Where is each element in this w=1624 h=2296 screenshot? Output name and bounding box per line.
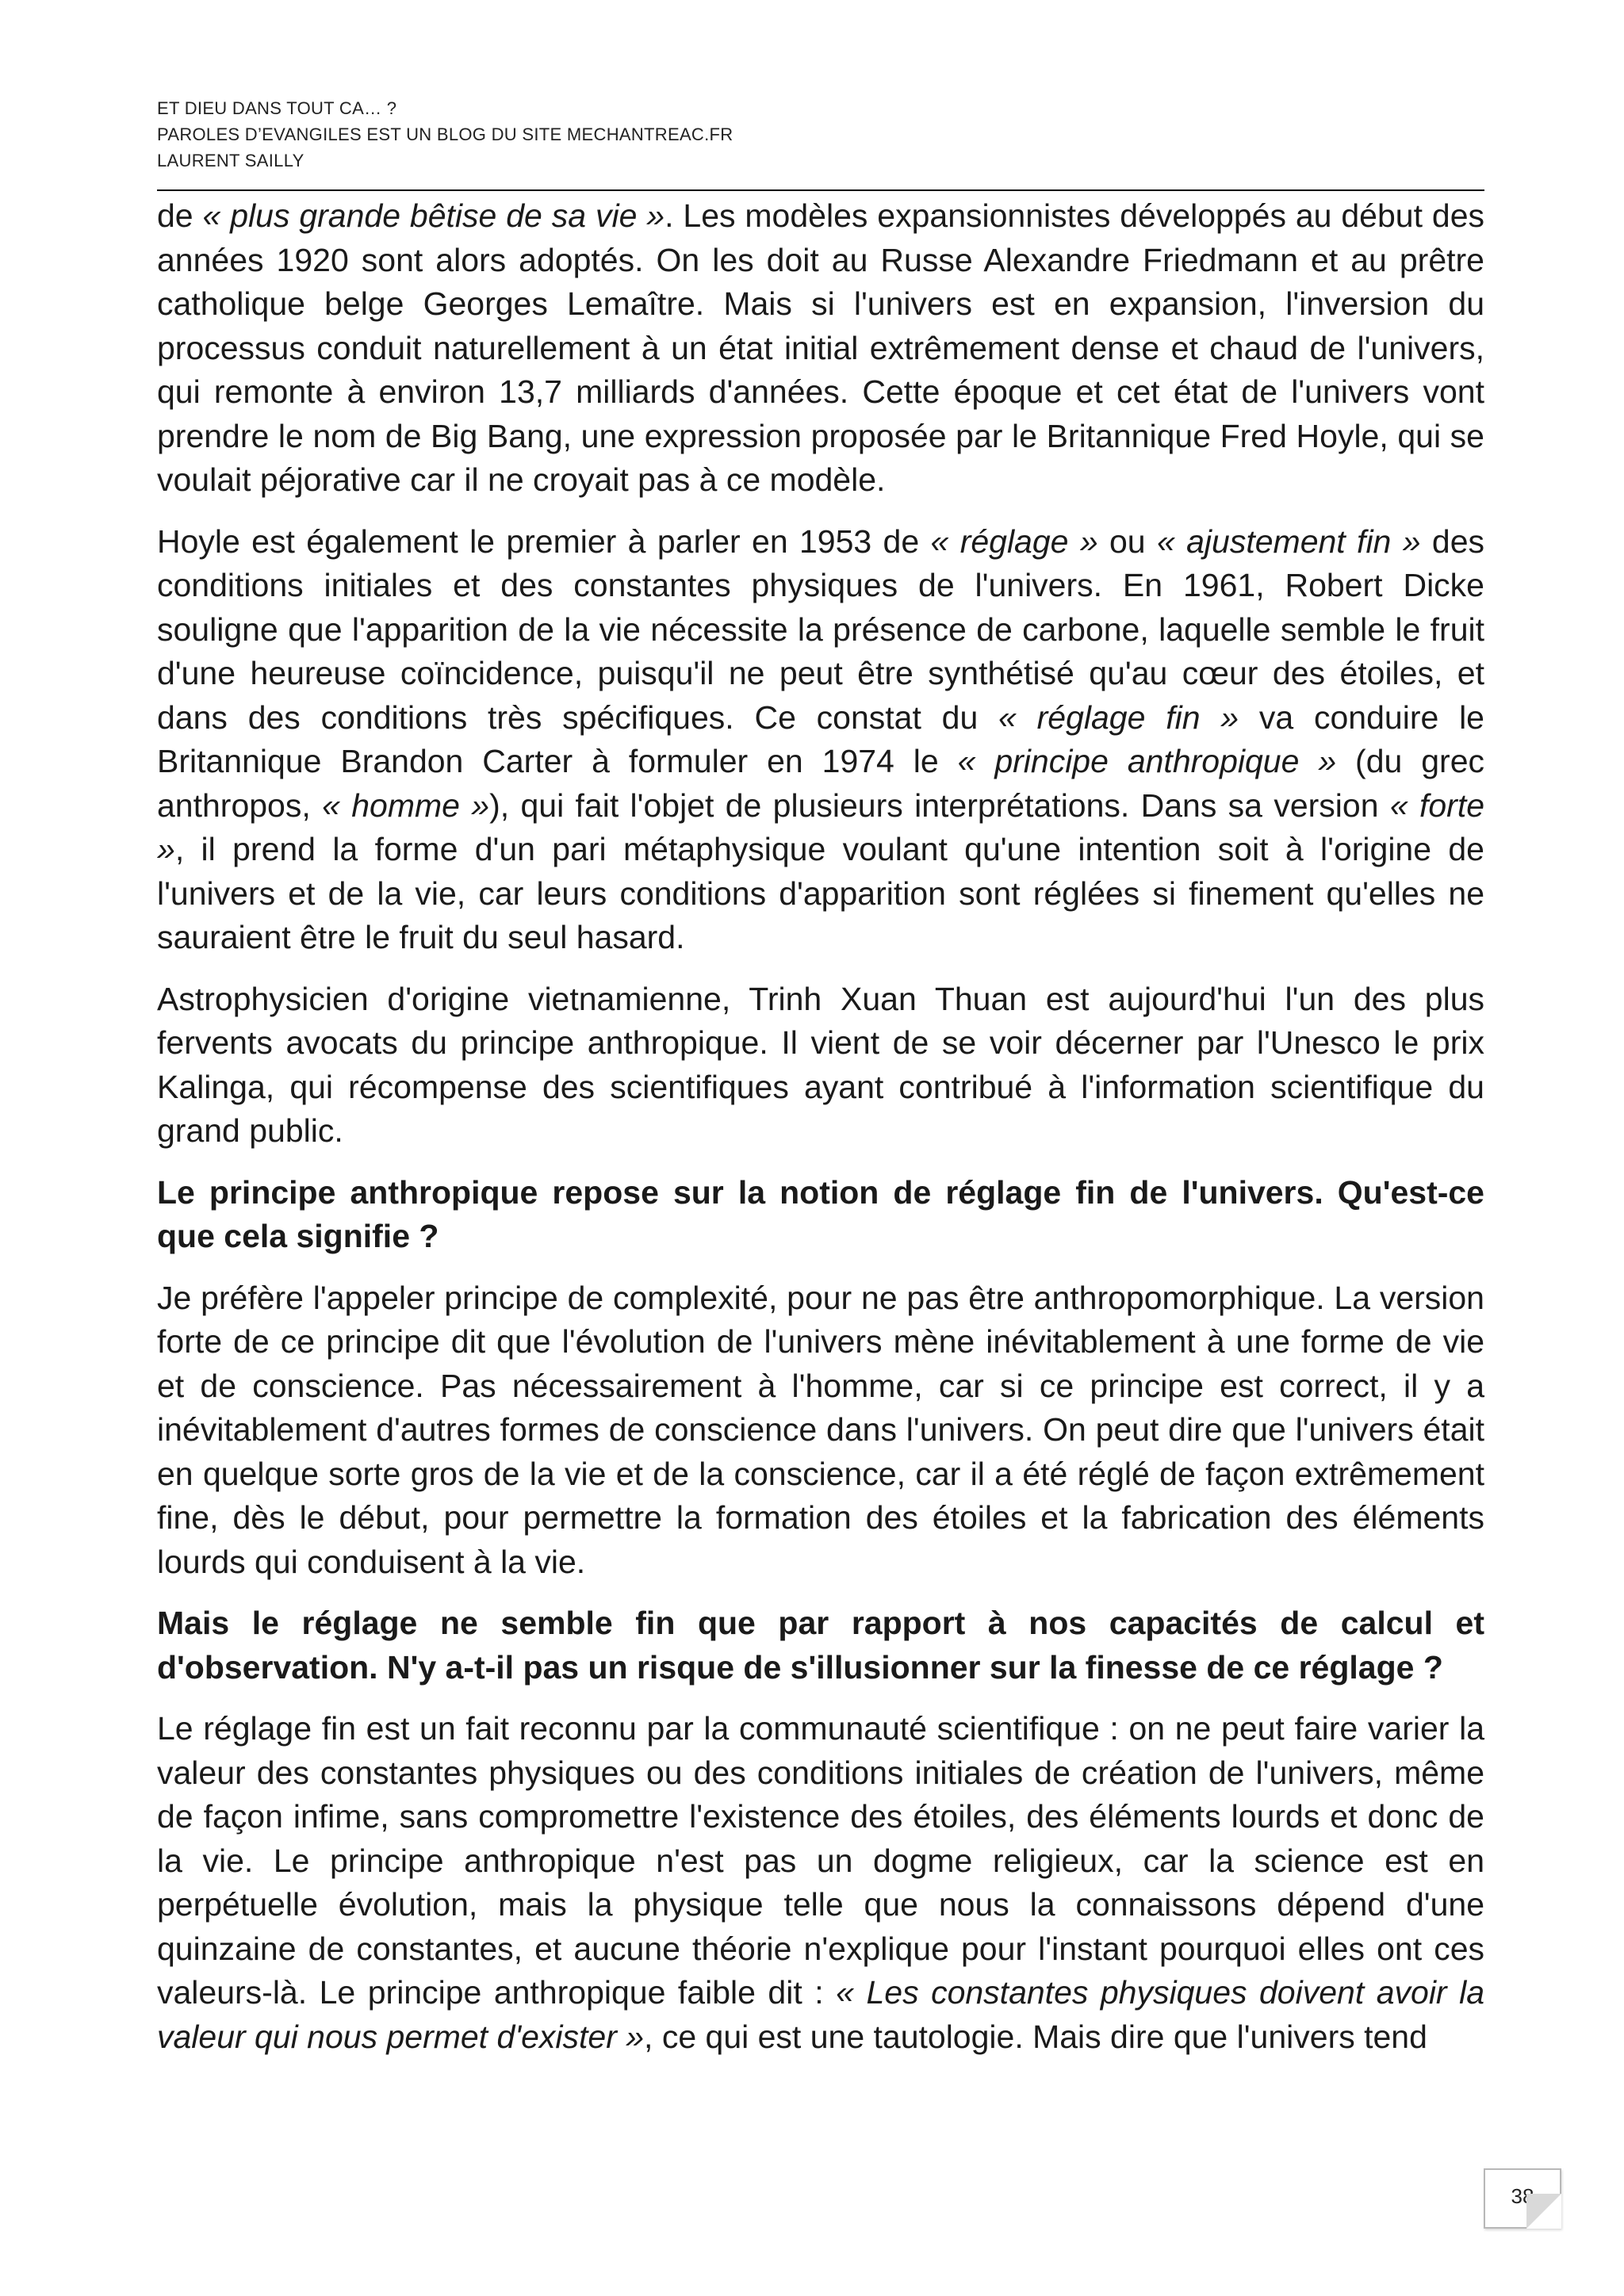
body-paragraph (157, 978, 1484, 1154)
page-body (157, 194, 1484, 2059)
body-paragraph (157, 1707, 1484, 2059)
page-number: 38 (1511, 2184, 1534, 2208)
quoted-term: « ajustement fin » (1156, 522, 1421, 560)
quoted-term: « réglage fin » (998, 698, 1239, 736)
text-run: Je préfère l'appeler principe de complexité, pour ne pas être anthropomorphique. La version forte de ce principe dit que l'évolution de l'univers mène inévitablement à une forme de vie et de conscience. Pas nécessairement à l'homme, car si ce principe est correct, il y a inévitablement d'autres formes de conscience dans l'univers. On peut dire que l'univers était en quelque sorte gros de la vie et de la conscience, car il a été réglé de façon extrêmement fine, dès le début, pour permettre la formation des étoiles et la fabrication des éléments lourds qui conduisent à la vie. (157, 1279, 1484, 1580)
page-curl-icon (1526, 2194, 1561, 2229)
text-run: va conduire le Britannique Brandon Carter à formuler en 1974 le (157, 698, 1484, 779)
body-paragraph (157, 1276, 1484, 1585)
quoted-term: « forte » (157, 786, 1485, 867)
text-run: ou (1097, 522, 1157, 560)
text-run: (du grec anthropos, (157, 743, 1484, 824)
text-run: , il prend la forme d'un pari métaphysique voulant qu'une intention soit à l'origine de l'univers et de la vie, car leurs conditions d'apparition sont réglées si finement qu'elles ne sauraient être le fruit du seul hasard. (157, 831, 1484, 955)
text-run: , ce qui est une tautologie. Mais dire que l'univers tend (644, 2018, 1427, 2055)
text-run: Astrophysicien d'origine vietnamienne, Trinh Xuan Thuan est aujourd'hui l'un des plus fervents avocats du principe anthropique. Il vient de se voir décerner par l'Unesco le prix Kalinga, qui récompense des scientifiques ayant contribué à l'information scientifique du grand public. (157, 980, 1484, 1149)
quoted-term: « réglage » (930, 522, 1098, 560)
quoted-term: « Les constantes physiques doivent avoir la valeur qui nous permet d'exister » (157, 1974, 1485, 2055)
text-run: Le réglage fin est un fait reconnu par la communauté scientifique : on ne peut faire varier la valeur des constantes physiques ou des conditions initiales de création de l'univers, même de façon infime, sans compromettre l'existence des étoiles, des éléments lourds et donc de la vie. Le principe anthropique n'est pas un dogme religieux, car la science est en perpétuelle évolution, mais la physique telle que nous la connaissons dépend d'une quinzaine de constantes, et aucune théorie n'explique pour l'instant pourquoi elles ont ces valeurs-là. Le principe anthropique faible dit : (157, 1710, 1484, 2011)
text-run: Le principe anthropique repose sur la notion de réglage fin de l'univers. Qu'est-ce que cela signifie ? (157, 1173, 1484, 1254)
running-header (157, 95, 1484, 174)
header-line-title: ET DIEU DANS TOUT CA… ? (157, 98, 397, 118)
text-run: Hoyle est également le premier à parler en 1953 de (157, 522, 931, 560)
text-run: des conditions initiales et des constantes physiques de l'univers. En 1961, Robert Dicke souligne que l'apparition de la vie nécessite la présence de carbone, laquelle semble le fruit d'une heureuse coïncidence, puisqu'il ne peut être synthétisé qu'au cœur des étoiles, et dans des conditions très spécifiques. Ce constat du (157, 522, 1484, 736)
interview-question (157, 1171, 1484, 1259)
text-run: Mais le réglage ne semble fin que par rapport à nos capacités de calcul et d'observation. N'y a-t-il pas un risque de s'illusionner sur la finesse de ce réglage ? (157, 1605, 1484, 1686)
quoted-term: « plus grande bêtise de sa vie » (202, 197, 665, 234)
text-run: ), qui fait l'objet de plusieurs interprétations. Dans sa version (489, 786, 1390, 824)
interview-question (157, 1601, 1484, 1689)
page-number-box (1484, 2168, 1561, 2229)
header-line-author: LAURENT SAILLY (157, 151, 304, 170)
text-run: de (157, 197, 203, 234)
header-line-blog: PAROLES D’EVANGILES EST UN BLOG DU SITE MECHANTREAC.FR (157, 124, 733, 144)
body-paragraph (157, 520, 1484, 960)
header-rule (157, 189, 1484, 191)
text-run: . Les modèles expansionnistes développés au début des années 1920 sont alors adoptés. On les doit au Russe Alexandre Friedmann et au prêtre catholique belge Georges Lemaître. Mais si l'univers est en expansion, l'inversion du processus conduit naturellement à un état initial extrêmement dense et chaud de l'univers, qui remonte à environ 13,7 milliards d'années. Cette époque et cet état de l'univers vont prendre le nom de Big Bang, une expression proposée par le Britannique Fred Hoyle, qui se voulait péjorative car il ne croyait pas à ce modèle. (157, 197, 1484, 498)
quoted-term: « homme » (322, 786, 490, 824)
body-paragraph (157, 194, 1484, 503)
quoted-term: « principe anthropique » (957, 743, 1337, 779)
